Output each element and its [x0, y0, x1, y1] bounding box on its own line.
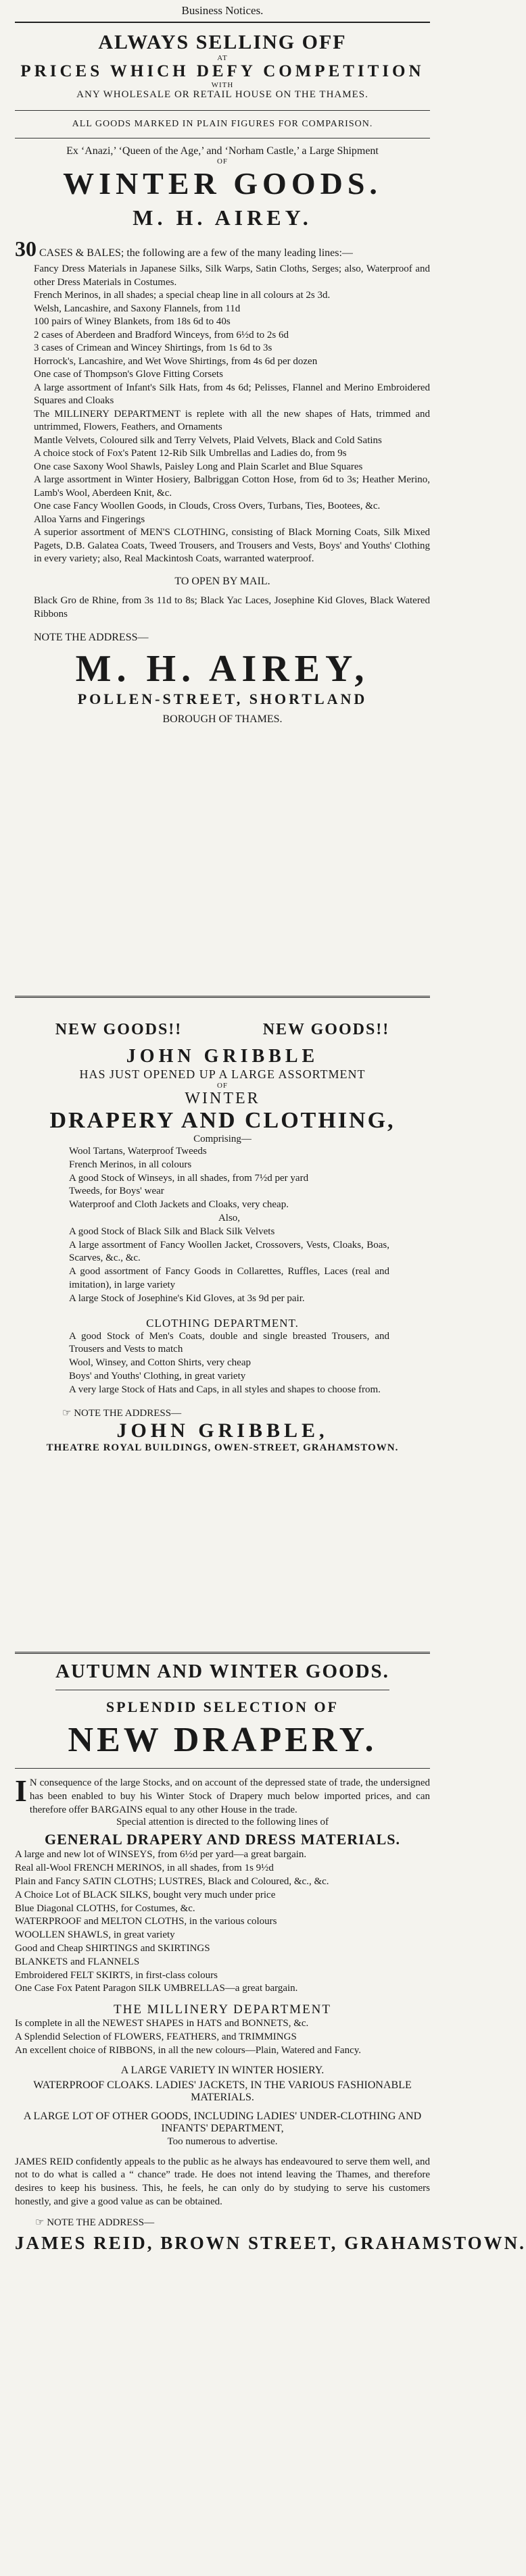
- gribble-new-goods-left: NEW GOODS!!: [55, 1021, 183, 1038]
- list-item: Alloa Yarns and Fingerings: [34, 513, 145, 525]
- reid-millinery: THE MILLINERY DEPARTMENT: [114, 2002, 331, 2017]
- gribble-advertisement: [15, 1021, 430, 1645]
- header-rule: [15, 22, 430, 23]
- reid-note-text: NOTE THE ADDRESS—: [47, 2217, 155, 2228]
- list-item: A superior assortment of MEN'S CLOTHING, consisting of Black Morning Coats, Silk Mixed Pagets, D.B. Galatea Coats, Tweed Trousers, and Trousers and Vests, Boys' and Youths' Clothing in every variety; also, Real Mackintosh Coats, warranted waterproof.: [34, 527, 430, 565]
- list-item: One case Fancy Woollen Goods, in Clouds, Cross Overs, Turbans, Ties, Bootees, &c.: [34, 501, 381, 512]
- gribble-clothing-dept: CLOTHING DEPARTMENT.: [146, 1316, 299, 1330]
- reid-general: GENERAL DRAPERY AND DRESS MATERIALS.: [44, 1831, 401, 1848]
- list-item: Horrock's, Lancashire, and Wet Wove Shirtings, from 4s 6d per dozen: [34, 355, 318, 367]
- list-item: The MILLINERY DEPARTMENT is replete with all the new shapes of Hats, trimmed and untrimmed, Flowers, Feathers, and Ornaments: [34, 408, 430, 433]
- list-item: BLANKETS and FLANNELS: [15, 1956, 140, 1967]
- gribble-has-opened: HAS JUST OPENED UP A LARGE ASSORTMENT: [79, 1067, 366, 1081]
- airey-of: OF: [216, 157, 229, 166]
- reid-headline: AUTUMN AND WINTER GOODS.: [55, 1661, 389, 1682]
- airey-cases-text: CASES & BALES; the following are a few of the many leading lines:—: [39, 247, 353, 259]
- list-item: An excellent choice of RIBBONS, in all the new colours—Plain, Watered and Fancy.: [15, 2044, 361, 2056]
- reid-closing: JAMES REID confidently appeals to the public as he always has endeavoured to serve them well, and not to do what is called a “ chance” trade. He does not intend leaving the Thames, and therefore desires to keep his business. This, he feels, he can only do by studying to serve his customers honestly, and give a good value as can be obtained.: [15, 2156, 430, 2207]
- airey-open-by-mail: TO OPEN BY MAIL.: [174, 575, 270, 587]
- list-item: French Merinos, in all shades; a special cheap line in all colours at 2s 3d.: [34, 290, 331, 301]
- pointing-hand-icon: ☞: [62, 1407, 74, 1419]
- gribble-name-big: JOHN GRIBBLE,: [116, 1419, 329, 1442]
- reid-waterproof: WATERPROOF CLOAKS. LADIES' JACKETS, IN THE VARIOUS FASHIONABLE MATERIALS.: [33, 2079, 412, 2103]
- list-item: 3 cases of Crimean and Wincey Shirtings, from 1s 6d to 3s: [34, 343, 272, 354]
- reid-millinery-list: [15, 2017, 430, 2057]
- reid-note-address: [15, 2216, 430, 2229]
- airey-with: WITH: [211, 81, 234, 89]
- reid-new-drapery: NEW DRAPERY.: [68, 1721, 377, 1759]
- list-item: A good Stock of Men's Coats, double and single breasted Trousers, and Trousers and Vests to match: [69, 1330, 389, 1355]
- section-header: Business Notices.: [181, 4, 264, 17]
- airey-any-line: ANY WHOLESALE OR RETAIL HOUSE ON THE THAMES.: [76, 89, 368, 100]
- list-item: Welsh, Lancashire, and Saxony Flannels, from 11d: [34, 303, 241, 314]
- list-item: A large assortment of Fancy Woollen Jacket, Crossovers, Vests, Cloaks, Boas, Scarves, &c., &c.: [69, 1239, 389, 1264]
- list-item: A large Stock of Josephine's Kid Gloves, at 3s 9d per pair.: [69, 1292, 305, 1304]
- list-item: Good and Cheap SHIRTINGS and SKIRTINGS: [15, 1942, 210, 1954]
- list-item: Fancy Dress Materials in Japanese Silks, Silk Warps, Satin Cloths, Serges; also, Waterproof and other Dress Materials in Costumes.: [34, 263, 430, 288]
- reid-other-goods: A LARGE LOT OF OTHER GOODS, INCLUDING LADIES' UNDER-CLOTHING AND INFANTS' DEPARTMENT,: [23, 2110, 422, 2134]
- airey-item-list: [15, 263, 430, 566]
- gribble-of: OF: [216, 1082, 229, 1090]
- list-item: Blue Diagonal CLOTHS, for Costumes, &c.: [15, 1902, 195, 1914]
- gribble-new-goods-right: NEW GOODS!!: [262, 1021, 390, 1038]
- gribble-new-goods-row: [15, 1021, 430, 1039]
- gribble-winter: WINTER: [185, 1090, 260, 1107]
- list-item: A large and new lot of WINSEYS, from 6½d per yard—a great bargain.: [15, 1849, 307, 1861]
- airey-borough: BOROUGH OF THAMES.: [162, 713, 283, 726]
- divider-2: [15, 1652, 430, 1654]
- list-item: A Splendid Selection of FLOWERS, FEATHERS, and TRIMMINGS: [15, 2031, 297, 2042]
- airey-cases: [15, 234, 430, 263]
- pointing-hand-icon: ☞: [35, 2217, 47, 2228]
- reid-intro-text: N consequence of the large Stocks, and on account of the depressed state of trade, the undersigned has been enabled to buy his Winter Stock of Drapery much below imported prices, and can therefore offer BARGAINS equal to any other House in the trade.: [29, 1777, 430, 1815]
- list-item: Plain and Fancy SATIN CLOTHS; LUSTRES, Black and Coloured, &c., &c.: [15, 1875, 329, 1887]
- airey-at: AT: [217, 54, 228, 62]
- gribble-clothing-list: [15, 1330, 430, 1397]
- list-item: One case of Thompson's Glove Fitting Corsets: [34, 369, 223, 380]
- list-item: One Case Fox Patent Paragon SILK UMBRELLAS—a great bargain.: [15, 1983, 298, 1994]
- list-item: Real all-Wool FRENCH MERINOS, in all shades, from 1s 9½d: [15, 1863, 274, 1874]
- reid-advertisement: [15, 1661, 526, 2566]
- list-item: A good Stock of Winseys, in all shades, from 7½d per yard: [69, 1172, 309, 1184]
- list-item: A Choice Lot of BLACK SILKS, bought very much under price: [15, 1889, 276, 1900]
- divider-1: [15, 996, 430, 998]
- airey-marked: ALL GOODS MARKED IN PLAIN FIGURES FOR COMPARISON.: [72, 119, 373, 129]
- list-item: Also,: [218, 1212, 241, 1223]
- list-item: 100 pairs of Winey Blankets, from 18s 6d to 40s: [34, 316, 231, 328]
- list-item: Mantle Velvets, Coloured silk and Terry Velvets, Plaid Velvets, Black and Cold Satins: [34, 434, 382, 446]
- airey-note-address: NOTE THE ADDRESS—: [34, 632, 149, 644]
- reid-special: Special attention is directed to the following lines of: [116, 1817, 329, 1828]
- reid-intro-dropcap: I: [15, 1773, 27, 1808]
- gribble-comprising: Comprising—: [193, 1134, 252, 1144]
- gribble-drapery: DRAPERY AND CLOTHING,: [49, 1108, 396, 1133]
- list-item: French Merinos, in all colours: [69, 1159, 192, 1170]
- reid-name-address: JAMES REID, BROWN STREET, GRAHAMSTOWN.: [15, 2232, 526, 2253]
- airey-advertisement: [15, 31, 430, 989]
- airey-prices-line: PRICES WHICH DEFY COMPETITION: [20, 62, 425, 80]
- gribble-item-list: [15, 1145, 430, 1306]
- airey-cases-number: 30: [15, 236, 37, 261]
- list-item: Waterproof and Cloth Jackets and Cloaks, very cheap.: [69, 1199, 289, 1211]
- list-item: One case Saxony Wool Shawls, Paisley Long and Plain Scarlet and Blue Squares: [34, 461, 363, 472]
- airey-rule-1: [15, 110, 430, 111]
- airey-headline: ALWAYS SELLING OFF: [98, 31, 347, 53]
- airey-black-gro: Black Gro de Rhine, from 3s 11d to 8s; Black Yac Laces, Josephine Kid Gloves, Black Watered Ribbons: [34, 595, 430, 620]
- reid-hosiery: A LARGE VARIETY IN WINTER HOSIERY.: [120, 2064, 325, 2076]
- list-item: Is complete in all the NEWEST SHAPES in HATS and BONNETS, &c.: [15, 2018, 309, 2029]
- list-item: Boys' and Youths' Clothing, in great variety: [69, 1370, 246, 1382]
- reid-too-numerous: Too numerous to advertise.: [167, 2136, 278, 2147]
- list-item: Embroidered FELT SKIRTS, in first-class colours: [15, 1969, 218, 1981]
- list-item: WOOLLEN SHAWLS, in great variety: [15, 1929, 175, 1941]
- list-item: WATERPROOF and MELTON CLOTHS, in the various colours: [15, 1916, 277, 1927]
- gribble-note-text: NOTE THE ADDRESS—: [74, 1407, 182, 1419]
- reid-splendid: SPLENDID SELECTION OF: [105, 1698, 339, 1715]
- gribble-note-address: [15, 1407, 430, 1419]
- list-item: A good assortment of Fancy Goods in Collarettes, Ruffles, Laces (real and imitation), in large variety: [69, 1266, 389, 1290]
- list-item: Wool Tartans, Waterproof Tweeds: [69, 1146, 207, 1157]
- list-item: A good Stock of Black Silk and Black Silk Velvets: [69, 1226, 275, 1237]
- reid-item-list: [15, 1848, 430, 1996]
- list-item: A large assortment of Infant's Silk Hats, from 4s 6d; Pelisses, Flannel and Merino Embroidered Squares and Cloaks: [34, 382, 430, 407]
- list-item: A choice stock of Fox's Patent 12-Rib Silk Umbrellas and Ladies do, from 9s: [34, 448, 347, 459]
- gribble-address: THEATRE ROYAL BUILDINGS, OWEN-STREET, GRAHAMSTOWN.: [46, 1442, 399, 1453]
- gribble-name: JOHN GRIBBLE: [126, 1046, 319, 1067]
- list-item: A very large Stock of Hats and Caps, in all styles and shapes to choose from.: [69, 1384, 381, 1395]
- list-item: 2 cases of Aberdeen and Bradford Winceys, from 6½d to 2s 6d: [34, 329, 289, 340]
- airey-name-big: M. H. AIREY,: [75, 648, 370, 690]
- list-item: A large assortment in Winter Hosiery, Balbriggan Cotton Hose, from 6d to 3s; Heather Merino, Lamb's Wool, Aberdeen Knit, &c.: [34, 474, 430, 499]
- airey-street: POLLEN-STREET, SHORTLAND: [77, 690, 368, 708]
- reid-intro: [15, 1773, 430, 1817]
- airey-ex-line: Ex ‘Anazi,’ ‘Queen of the Age,’ and ‘Norham Castle,’ a Large Shipment: [66, 145, 379, 157]
- list-item: Wool, Winsey, and Cotton Shirts, very cheap: [69, 1357, 251, 1369]
- airey-winter-goods: WINTER GOODS.: [63, 166, 382, 201]
- list-item: Tweeds, for Boys' wear: [69, 1186, 164, 1197]
- reid-rule-2: [15, 1768, 430, 1769]
- airey-name: M. H. AIREY.: [133, 205, 312, 230]
